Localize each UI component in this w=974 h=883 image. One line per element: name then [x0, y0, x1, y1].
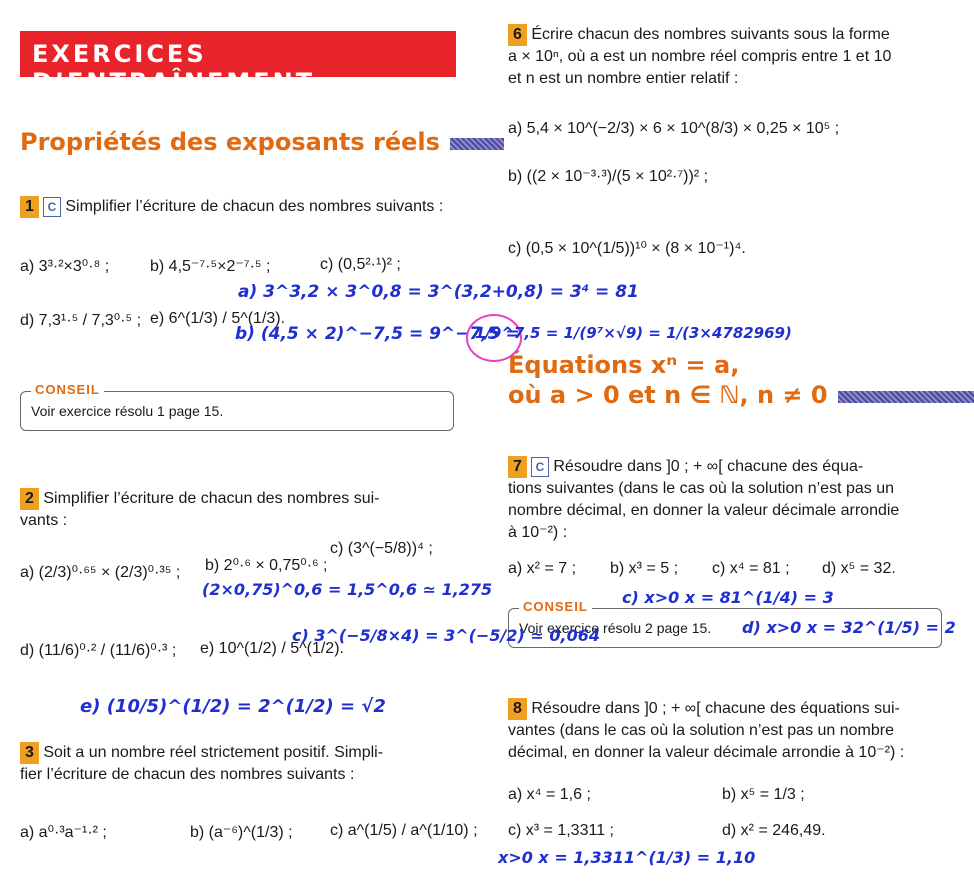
handwritten-note-ex1b-result: 1/9^7,5 = 1/(9⁷×√9) = 1/(3×4782969) — [475, 324, 792, 342]
handwritten-note-ex7c: c) x>0 x = 81^(1/4) = 3 — [622, 588, 834, 607]
conseil-label: CONSEIL — [31, 382, 104, 397]
exercise-2 — [20, 488, 456, 532]
ex3-item-a: a) a⁰·³a⁻¹·² ; — [20, 824, 107, 841]
exercise-number: 8 — [508, 698, 527, 720]
exercise-1 — [20, 196, 456, 218]
exercise-statement-line1: Résoudre dans ]0 ; + ∞[ chacune des équations sui- — [531, 700, 900, 717]
handwritten-note-ex8c: x>0 x = 1,3311^(1/3) = 1,10 — [498, 848, 756, 867]
handwritten-note-ex2b: (2×0,75)^0,6 = 1,5^0,6 ≃ 1,275 — [202, 580, 493, 599]
exercise-statement-line1: Soit a un nombre réel strictement positif. Simpli- — [43, 744, 384, 761]
calculator-badge: C — [531, 457, 549, 477]
ex7-item-c: c) x⁴ = 81 ; — [712, 560, 790, 577]
ex2-item-a: a) (2/3)⁰·⁶⁵ × (2/3)⁰·³⁵ ; — [20, 564, 181, 581]
ex1-item-b: b) 4,5⁻⁷·⁵×2⁻⁷·⁵ ; — [150, 258, 271, 275]
ex6-item-b: b) ((2 × 10⁻³·³)/(5 × 10²·⁷))² ; — [508, 168, 709, 185]
exercise-statement-line1: Écrire chacun des nombres suivants sous la forme — [531, 26, 890, 43]
ex8-item-d: d) x² = 246,49. — [722, 822, 826, 839]
section-title: Propriétés des exposants réels — [20, 128, 440, 156]
ex1-item-a: a) 3³·²×3⁰·⁸ ; — [20, 258, 110, 275]
exercise-statement-line4: à 10⁻²) : — [508, 524, 568, 541]
ex8-item-c: c) x³ = 1,3311 ; — [508, 822, 614, 839]
hatch-decoration — [838, 391, 974, 403]
section-heading-exponents — [20, 128, 504, 156]
ex2-item-b: b) 2⁰·⁶ × 0,75⁰·⁶ ; — [205, 557, 328, 574]
exercise-3 — [20, 742, 460, 786]
exercise-statement-line2: vantes (dans le cas où la solution n’est pas un nombre — [508, 722, 895, 739]
ex2-item-e: e) 10^(1/2) / 5^(1/2). — [200, 640, 344, 657]
conseil-box-1 — [20, 382, 454, 431]
section-title-line1: Équations xⁿ = a, — [508, 351, 740, 379]
conseil-text: Voir exercice résolu 2 page 15. — [519, 620, 712, 636]
ex2-item-d: d) (11/6)⁰·² / (11/6)⁰·³ ; — [20, 642, 177, 659]
exercise-number: 7 — [508, 456, 527, 478]
ex6-item-c: c) (0,5 × 10^(1/5))¹⁰ × (8 × 10⁻¹)⁴. — [508, 240, 746, 257]
exercise-number: 1 — [20, 196, 39, 218]
exercise-statement-line2: vants : — [20, 512, 68, 529]
ex3-item-b: b) (a⁻⁶)^(1/3) ; — [190, 824, 293, 841]
exercise-statement-line1: Résoudre dans ]0 ; + ∞[ chacune des équa- — [553, 458, 864, 475]
exercise-statement-line2: a × 10ⁿ, où a est un nombre réel compris entre 1 et 10 — [508, 48, 892, 65]
conseil-text: Voir exercice résolu 1 page 15. — [31, 403, 224, 419]
banner-title: EXERCICES D’ENTRAÎNEMENT — [32, 40, 316, 96]
exercise-statement-line3: nombre décimal, en donner la valeur décimale arrondie — [508, 502, 900, 519]
ex1-item-c: c) (0,5²·¹)² ; — [320, 256, 401, 273]
handwritten-note-ex2e: e) (10/5)^(1/2) = 2^(1/2) = √2 — [80, 696, 386, 717]
exercise-number: 6 — [508, 24, 527, 46]
exercise-statement-line3: et n est un nombre entier relatif : — [508, 70, 739, 87]
ex1-item-d: d) 7,3¹·⁵ / 7,3⁰·⁵ ; — [20, 312, 142, 329]
ex6-item-a: a) 5,4 × 10^(−2/3) × 6 × 10^(8/3) × 0,25 × 10⁵ ; — [508, 120, 840, 137]
exercise-6 — [508, 24, 948, 90]
ex1-item-e: e) 6^(1/3) / 5^(1/3). — [150, 310, 286, 327]
exercise-statement-line2: fier l’écriture de chacun des nombres suivants : — [20, 766, 355, 783]
conseil-label: CONSEIL — [519, 599, 592, 614]
handwritten-note-ex1a: a) 3^3,2 × 3^0,8 = 3^(3,2+0,8) = 3⁴ = 81 — [238, 282, 639, 302]
handwritten-note-ex1b: b) (4,5 × 2)^−7,5 = 9^−7,5 = — [235, 324, 520, 344]
exercise-statement: Simplifier l’écriture de chacun des nombres suivants : — [65, 198, 444, 215]
exercise-statement-line1: Simplifier l’écriture de chacun des nombres sui- — [43, 490, 380, 507]
exercise-statement-line2: tions suivantes (dans le cas où la solution n’est pas un — [508, 480, 895, 497]
chapter-banner — [20, 31, 456, 96]
exercise-number: 3 — [20, 742, 39, 764]
ex2-item-c: c) (3^(−5/8))⁴ ; — [330, 540, 433, 557]
ex7-item-b: b) x³ = 5 ; — [610, 560, 679, 577]
ex3-item-c: c) a^(1/5) / a^(1/10) ; — [330, 822, 478, 839]
handwritten-note-ex2c: c) 3^(−5/8×4) = 3^(−5/2) ≃ 0,064 — [292, 626, 600, 645]
exercise-7 — [508, 456, 948, 544]
exercise-number: 2 — [20, 488, 39, 510]
exercise-statement-line3: décimal, en donner la valeur décimale arrondie à 10⁻²) : — [508, 744, 905, 761]
calculator-badge: C — [43, 197, 61, 217]
hatch-decoration — [450, 138, 504, 150]
section-heading-equations — [508, 350, 974, 410]
exercise-8 — [508, 698, 948, 764]
handwritten-note-ex7d: d) x>0 x = 32^(1/5) = 2 — [742, 618, 956, 637]
ex8-item-b: b) x⁵ = 1/3 ; — [722, 786, 805, 803]
ex8-item-a: a) x⁴ = 1,6 ; — [508, 786, 591, 803]
ex7-item-a: a) x² = 7 ; — [508, 560, 577, 577]
ex7-item-d: d) x⁵ = 32. — [822, 560, 896, 577]
section-title-line2: où a > 0 et n ∈ ℕ, n ≠ 0 — [508, 381, 828, 409]
